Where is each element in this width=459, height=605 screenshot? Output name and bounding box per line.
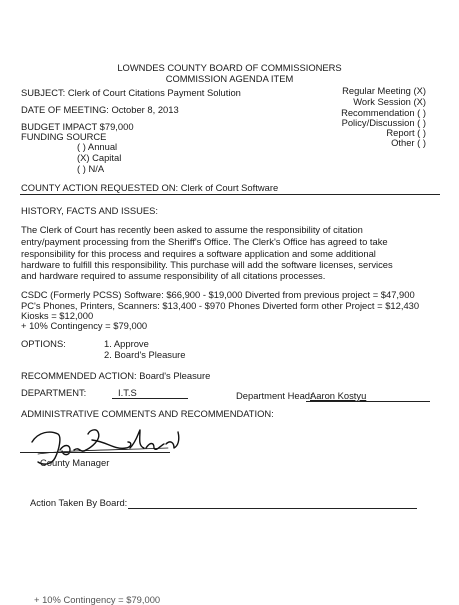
department-head-underline <box>306 401 430 402</box>
subject-line: SUBJECT: Clerk of Court Citations Payment Solution <box>21 87 241 98</box>
cost-line-software: CSDC (Formerly PCSS) Software: $66,900 - $19,000 Diverted from previous project = $47,900 <box>21 289 415 300</box>
cost-line-hardware: PC's Phones, Printers, Scanners: $13,400 - $970 Phones Diverted form other Project = $12,430 <box>21 300 420 311</box>
meeting-date: DATE OF MEETING: October 8, 2013 <box>21 104 179 115</box>
budget-impact: BUDGET IMPACT $79,000 <box>21 121 134 132</box>
action-taken-underline <box>128 508 417 509</box>
option-boards-pleasure: 2. Board's Pleasure <box>104 349 186 360</box>
history-heading: HISTORY, FACTS AND ISSUES: <box>21 205 159 216</box>
action-taken-label: Action Taken By Board: <box>30 497 128 508</box>
department-head-label: Department Head: <box>236 390 313 401</box>
county-manager-label: County Manager <box>40 457 110 468</box>
department-head-value: Aaron Kostyu <box>310 390 367 401</box>
divider <box>20 194 440 195</box>
meeting-type-report: Report ( ) <box>386 127 426 138</box>
meeting-type-other: Other ( ) <box>391 137 426 148</box>
history-line-2: entry/payment processing from the Sheriff's Office. The Clerk's Office has agreed to take <box>21 236 388 247</box>
history-line-1: The Clerk of Court has recently been asked to assume the responsibility of citation <box>21 224 363 235</box>
option-approve: 1. Approve <box>104 338 149 349</box>
recommended-action: RECOMMENDED ACTION: Board's Pleasure <box>21 370 211 381</box>
footer-fragment: + 10% Contingency = $79,000 <box>34 594 161 605</box>
department-label: DEPARTMENT: <box>21 387 87 398</box>
funding-option-capital: (X) Capital <box>77 152 122 163</box>
funding-source-label: FUNDING SOURCE <box>21 131 107 142</box>
cost-line-kiosks: Kiosks = $12,000 <box>21 310 94 321</box>
history-line-3: responsibility for this process and requires a software application and some additional <box>21 248 376 259</box>
department-value: I.T.S <box>118 387 137 398</box>
department-underline <box>112 398 188 399</box>
history-line-5: and hardware required to assume responsibility of all citations processes. <box>21 270 326 281</box>
funding-option-annual: ( ) Annual <box>77 141 118 152</box>
meeting-type-work-session: Work Session (X) <box>353 96 426 107</box>
header-subtitle: COMMISSION AGENDA ITEM <box>165 73 294 84</box>
meeting-type-recommendation: Recommendation ( ) <box>341 107 426 118</box>
options-label: OPTIONS: <box>21 338 66 349</box>
meeting-type-regular: Regular Meeting (X) <box>342 85 426 96</box>
history-line-4: hardware to fulfill this responsibility. This purchase will add the software licenses, services <box>21 259 393 270</box>
signature-line <box>20 452 170 453</box>
admin-comments-heading: ADMINISTRATIVE COMMENTS AND RECOMMENDATION: <box>21 408 274 419</box>
funding-option-na: ( ) N/A <box>77 163 105 174</box>
header-title: LOWNDES COUNTY BOARD OF COMMISSIONERS <box>117 62 342 73</box>
meeting-type-policy: Policy/Discussion ( ) <box>341 117 426 128</box>
cost-line-total: + 10% Contingency = $79,000 <box>21 320 148 331</box>
county-action: COUNTY ACTION REQUESTED ON: Clerk of Court Software <box>21 182 279 193</box>
